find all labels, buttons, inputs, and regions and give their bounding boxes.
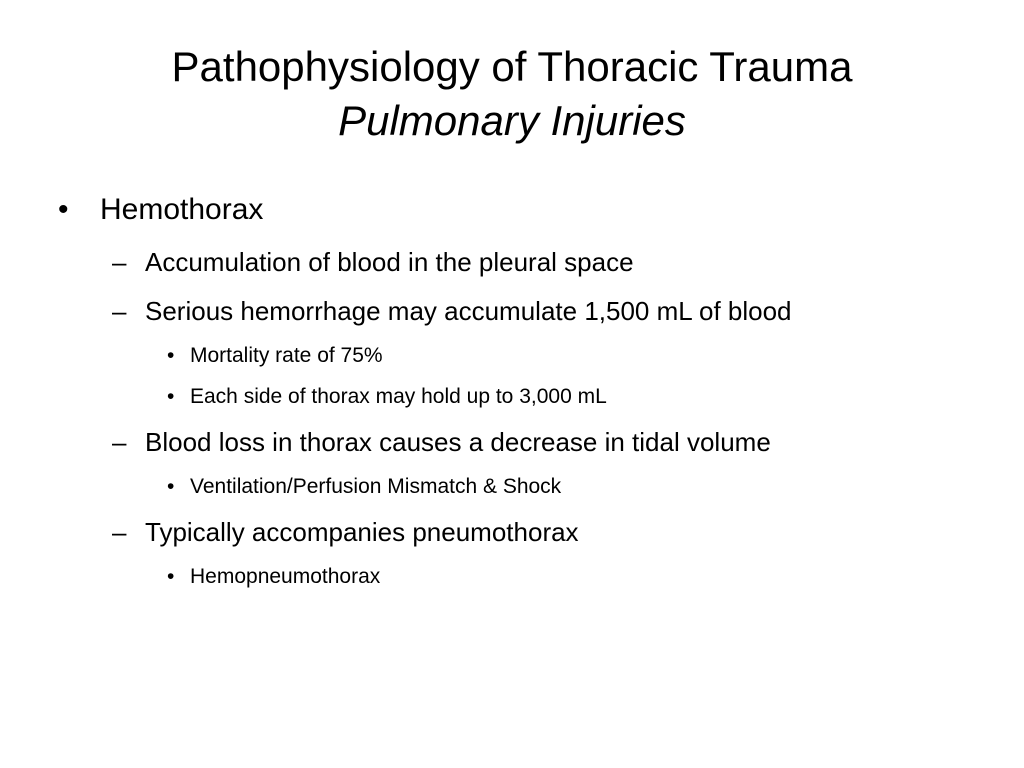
sub-sub-bullet-text: Hemopneumothorax <box>190 565 381 588</box>
dash-marker: – <box>112 427 127 457</box>
bullet-marker: • <box>167 565 175 588</box>
dash-marker: – <box>112 517 127 547</box>
dash-marker: – <box>112 296 127 326</box>
bullet-marker: • <box>167 344 175 367</box>
bullet-marker: • <box>167 385 175 408</box>
sub-sub-bullet-text: Each side of thorax may hold up to 3,000 mL <box>190 385 607 408</box>
sub-bullet-text: Typically accompanies pneumothorax <box>145 517 579 547</box>
sub-sub-bullet-text: Mortality rate of 75% <box>190 344 383 367</box>
bullet-text: Hemothorax <box>100 193 264 226</box>
sub-sub-bullet-text: Ventilation/Perfusion Mismatch & Shock <box>190 475 562 498</box>
sub-bullet-text: Serious hemorrhage may accumulate 1,500 mL of blood <box>145 296 792 326</box>
slide-subtitle: Pulmonary Injuries <box>338 97 686 144</box>
dash-marker: – <box>112 247 127 277</box>
bullet-marker: • <box>58 193 69 226</box>
sub-bullet-text: Accumulation of blood in the pleural space <box>145 247 634 277</box>
sub-bullet-text: Blood loss in thorax causes a decrease in tidal volume <box>145 427 771 457</box>
bullet-marker: • <box>167 475 175 498</box>
slide-title: Pathophysiology of Thoracic Trauma <box>171 43 853 90</box>
